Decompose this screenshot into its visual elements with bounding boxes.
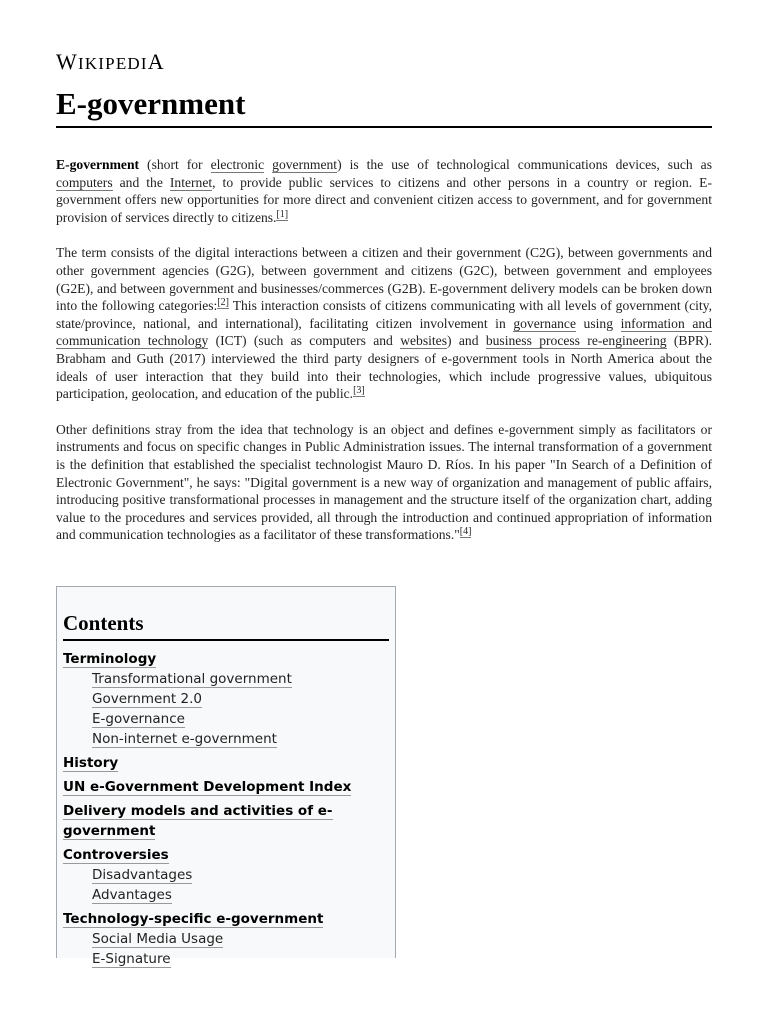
text-run: using — [575, 315, 621, 331]
citation-3[interactable] — [353, 385, 365, 397]
toc-section — [63, 777, 389, 797]
citation-1[interactable] — [276, 209, 288, 221]
toc-subsection-link[interactable]: Non-internet e-government — [92, 731, 277, 747]
text-run: This interaction consists of citizens communicating with all levels of government (city, state/province, national, and international), facilitating citizen involvement in — [56, 298, 712, 331]
text-run: (ICT) (such as computers and — [208, 333, 401, 349]
toc-subsection — [63, 885, 389, 905]
toc-section-link[interactable]: Technology-specific e-government — [63, 911, 324, 927]
toc-sublist — [63, 669, 389, 749]
link-ict[interactable]: information and communication technology — [56, 315, 712, 349]
page-title: E-government — [56, 84, 712, 128]
citation-link[interactable]: [4] — [459, 526, 472, 538]
toc-section — [63, 649, 389, 749]
text-run: and the — [112, 174, 170, 190]
text-run: Other definitions stray from the idea that technology is an object and defines e-government simply as facilitators or instruments and focus on specific changes in Public Administration issues. The internal transformation of a government is the definition that established the specialist technologist Mauro D. Ríos. In his paper "In Search of a Definition of Electronic Government", he says: "Digital government is a new way of organization and management of public affairs, introducing positive transformational processes in management and the structure itself of the organization chart, adding value to the procedures and services provided, all through the introduction and continued appropriation of information and communication technologies as a facilitator of these transformations." — [56, 421, 712, 543]
link-governance[interactable]: governance — [513, 315, 576, 331]
text-run: The term consists of the digital interactions between a citizen and their government (C2G), between governments and other government agencies (G2G), between government and citizens (G2C), between government and employees (G2E), and between government and businesses/commerces (G2B). E-government delivery models can be broken down into the following categories: — [56, 245, 712, 314]
link-business-process-reengineering[interactable]: business process re-engineering — [485, 333, 667, 349]
link-computers[interactable]: computers — [56, 174, 113, 190]
link-websites[interactable]: websites — [400, 333, 448, 349]
toc-sublist — [63, 929, 389, 969]
citation-link[interactable]: [2] — [217, 297, 229, 309]
paragraph-2 — [56, 244, 712, 402]
toc-subsection — [63, 689, 389, 709]
toc-subsection — [63, 709, 389, 729]
link-internet[interactable]: Internet — [169, 174, 213, 190]
wordmark-initial: W — [56, 49, 78, 74]
toc-subsection — [63, 865, 389, 885]
toc-section-link[interactable]: Delivery models and activities of e-government — [63, 803, 333, 839]
text-run: ) and — [447, 333, 486, 349]
text-run: (short for — [139, 157, 211, 172]
toc-section — [63, 753, 389, 773]
toc-subsection — [63, 949, 389, 969]
toc-subsection — [63, 729, 389, 749]
text-run: ) is the use of technological communications devices, such as — [337, 157, 712, 172]
wikipedia-wordmark[interactable] — [56, 50, 165, 76]
citation-link[interactable]: [3] — [353, 385, 365, 397]
toc-section-link[interactable]: UN e-Government Development Index — [63, 779, 352, 795]
paragraph-3 — [56, 421, 712, 544]
toc-subsection-link[interactable]: Transformational government — [92, 671, 292, 687]
toc-section-link[interactable]: History — [63, 755, 119, 771]
citation-4[interactable] — [460, 526, 472, 538]
toc-section — [63, 909, 389, 969]
table-of-contents — [56, 586, 396, 967]
toc-section — [63, 845, 389, 905]
text-run — [264, 157, 272, 172]
toc-subsection — [63, 669, 389, 689]
lead-term: E-government — [56, 157, 140, 172]
toc-title: Contents — [63, 607, 389, 641]
toc-subsection-link[interactable]: Disadvantages — [92, 867, 193, 883]
toc-sublist — [63, 865, 389, 905]
toc-subsection — [63, 929, 389, 949]
citation-link[interactable]: [1] — [276, 208, 289, 220]
citation-2[interactable] — [217, 297, 229, 309]
link-government[interactable]: government — [272, 157, 338, 172]
article-body — [56, 156, 712, 562]
toc-subsection-link[interactable]: Government 2.0 — [92, 691, 202, 707]
wordmark-middle: IKIPEDI — [77, 54, 148, 73]
text-run: (BPR). Brabham and Guth (2017) interviewed the third party designers of e-government tools in North America about the ideals of user interaction that they build into their technologies, which include progressive values, ubiquitous participation, geolocation, and education of the public. — [56, 333, 713, 402]
toc-subsection-link[interactable]: E-Signature — [92, 951, 171, 967]
paragraph-1 — [56, 156, 712, 226]
toc-section-link[interactable]: Controversies — [63, 847, 169, 863]
toc-list — [63, 649, 389, 969]
toc-subsection-link[interactable]: E-governance — [92, 711, 185, 727]
toc-subsection-link[interactable]: Advantages — [92, 887, 172, 903]
toc-section — [63, 801, 389, 841]
wordmark-final: A — [147, 49, 165, 74]
link-electronic[interactable]: electronic — [210, 157, 265, 172]
toc-subsection-link[interactable]: Social Media Usage — [92, 931, 224, 947]
toc-section-link[interactable]: Terminology — [63, 651, 157, 667]
text-run: , to provide public services to citizens and other persons in a country or region. E-government offers new opportunities for more direct and convenient citizen access to government, and for government provision of services directly to citizens. — [56, 174, 712, 225]
